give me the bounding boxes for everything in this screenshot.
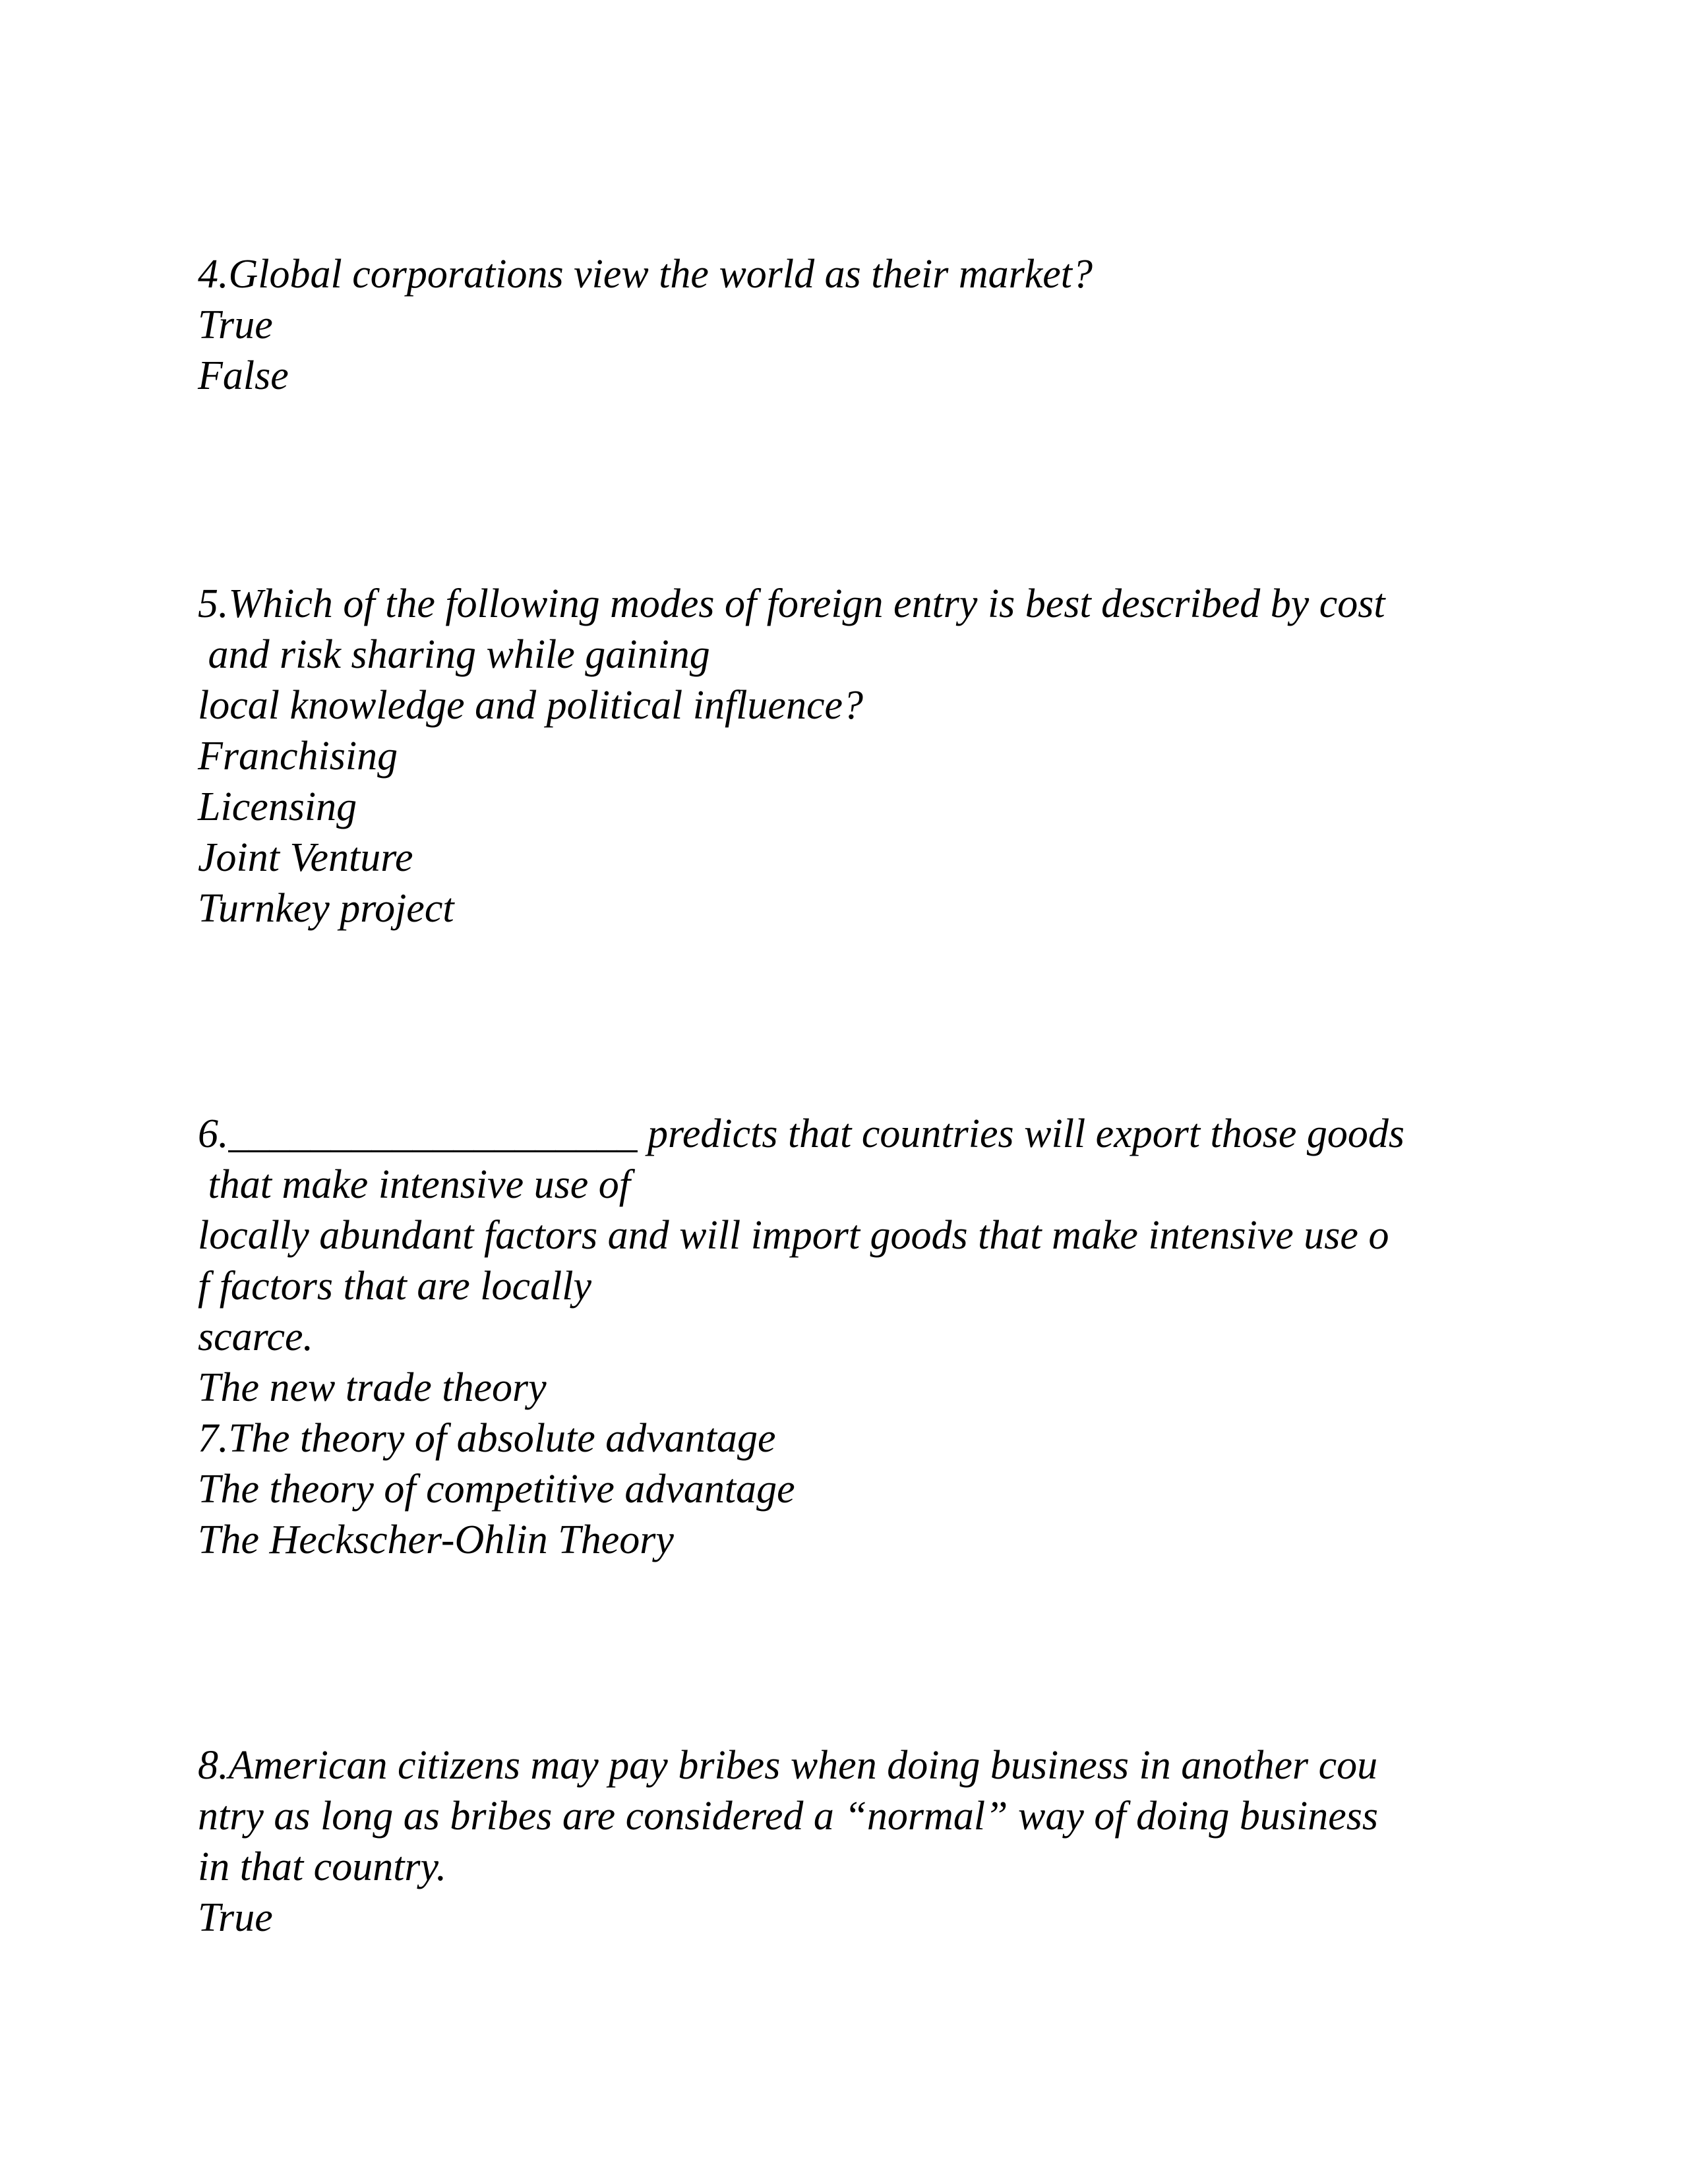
question-6-option-new-trade-theory: The new trade theory	[198, 1365, 547, 1410]
question-6-prompt-line-2: that make intensive use of	[198, 1162, 630, 1207]
question-6-prompt-line-1: 6.____________________ predicts that countries will export those goods	[198, 1111, 1405, 1156]
question-6-prompt-line-3: locally abundant factors and will import goods that make intensive use o	[198, 1213, 1389, 1258]
question-5-option-turnkey: Turnkey project	[198, 886, 454, 931]
question-5-prompt-line-3: local knowledge and political influence?	[198, 683, 863, 728]
question-8-prompt-line-3: in that country.	[198, 1845, 447, 1889]
question-5-option-licensing: Licensing	[198, 784, 357, 829]
question-6-prompt-line-5: scarce.	[198, 1314, 314, 1359]
question-5-option-joint-venture: Joint Venture	[198, 835, 413, 880]
question-6-option-absolute-advantage: 7.The theory of absolute advantage	[198, 1416, 776, 1461]
question-5-prompt-line-1: 5.Which of the following modes of foreign entry is best described by cost	[198, 581, 1385, 626]
question-4-option-false: False	[198, 353, 289, 398]
question-6-option-competitive-advantage: The theory of competitive advantage	[198, 1467, 795, 1512]
question-4-prompt: 4.Global corporations view the world as their market?	[198, 252, 1093, 297]
question-4	[198, 249, 1517, 401]
question-6-prompt-line-4: f factors that are locally	[198, 1264, 591, 1309]
question-8-option-true: True	[198, 1895, 273, 1940]
question-8-prompt-line-2: ntry as long as bribes are considered a “normal” way of doing business	[198, 1794, 1378, 1839]
question-8-prompt-line-1: 8.American citizens may pay bribes when doing business in another cou	[198, 1743, 1378, 1788]
question-5-option-franchising: Franchising	[198, 734, 398, 779]
question-4-option-true: True	[198, 303, 273, 347]
question-5	[198, 579, 1517, 934]
question-6	[198, 1109, 1517, 1566]
question-6-option-heckscher-ohlin: The Heckscher-Ohlin Theory	[198, 1518, 674, 1562]
question-8	[198, 1740, 1517, 1943]
question-5-prompt-line-2: and risk sharing while gaining	[198, 632, 710, 677]
